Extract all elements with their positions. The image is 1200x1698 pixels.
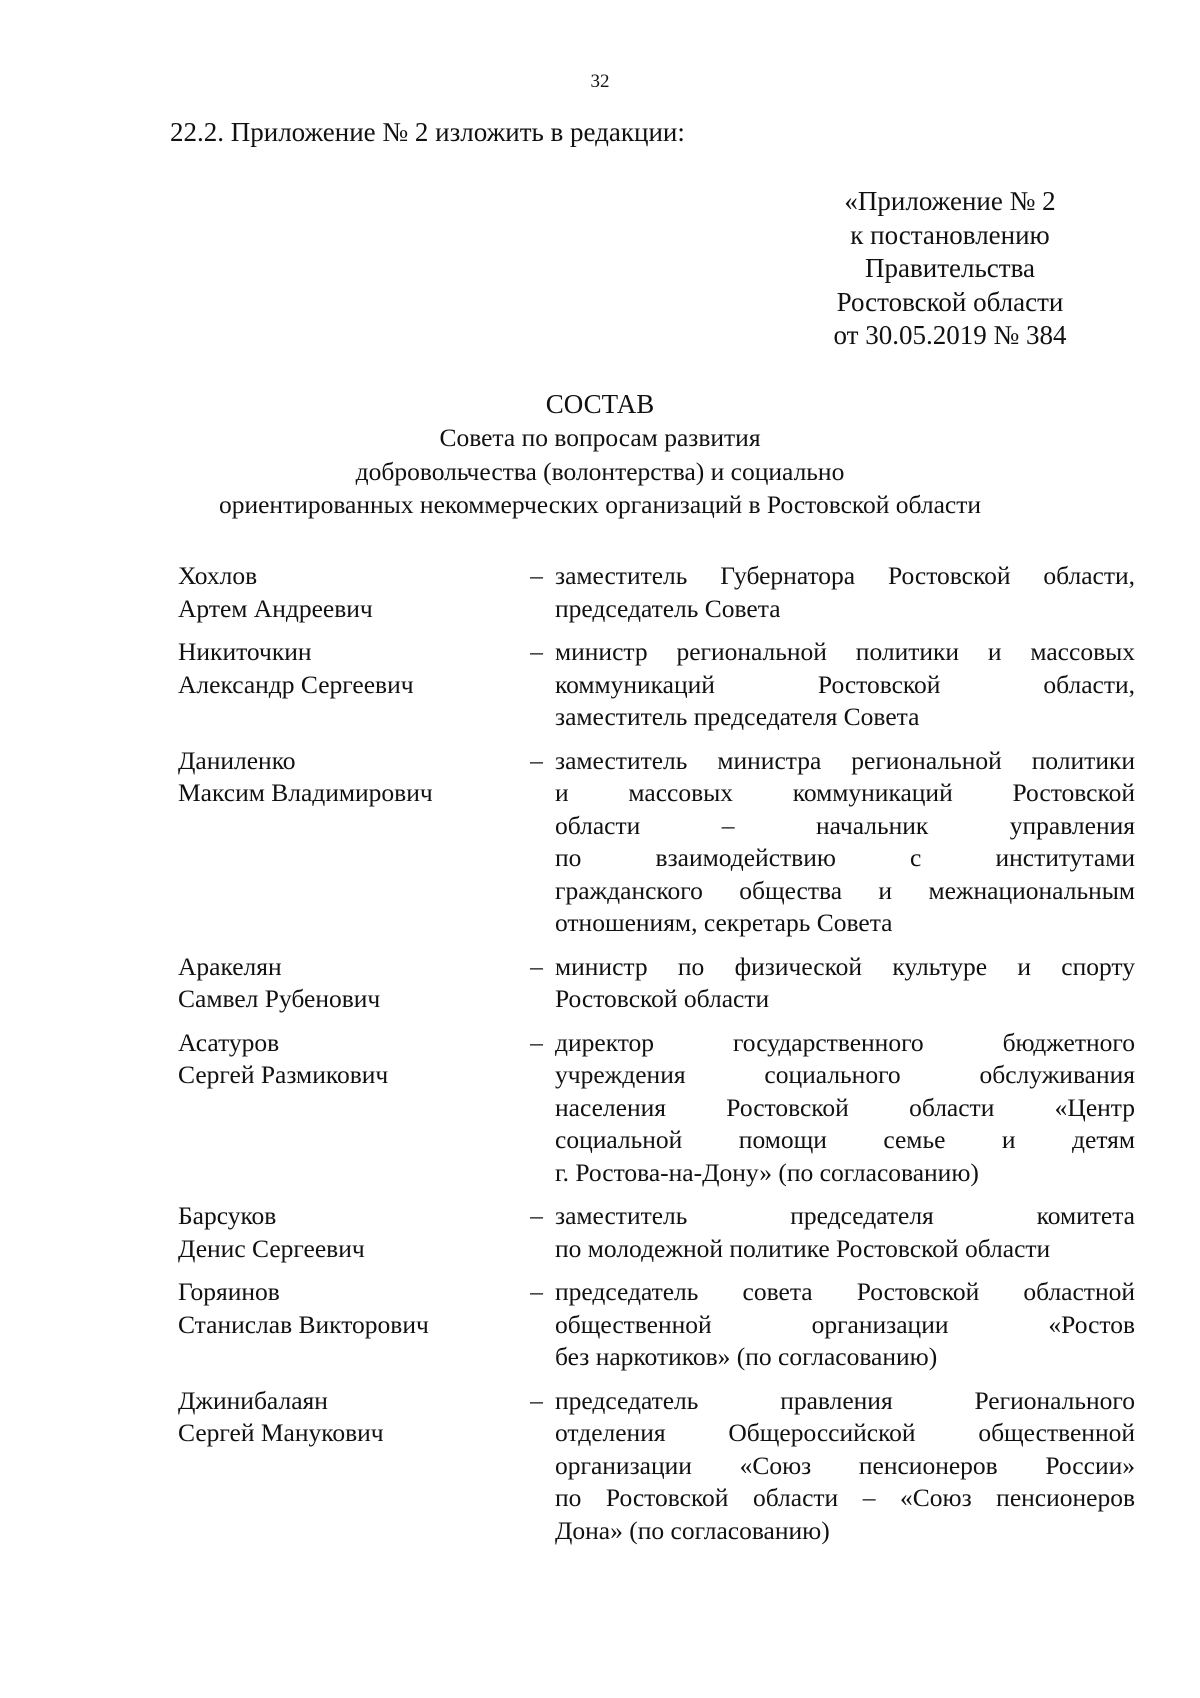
member-name <box>178 636 518 734</box>
member-role <box>555 1027 1135 1190</box>
member-given-names: Денис Сергеевич <box>178 1233 365 1263</box>
member-role <box>555 1200 1135 1265</box>
member-role-line: гражданского общества и межнациональным <box>555 875 1135 905</box>
member-entry <box>178 636 1135 734</box>
member-role <box>555 1276 1135 1374</box>
member-role <box>555 1385 1135 1548</box>
document-title <box>0 387 1200 522</box>
member-role <box>555 745 1135 940</box>
member-role-line: Дона» (по согласованию) <box>555 1515 830 1545</box>
member-dash: – <box>530 1277 543 1306</box>
appendix-line: Правительства <box>865 253 1035 283</box>
member-name <box>178 560 518 625</box>
member-role-line: председатель Совета <box>555 593 781 623</box>
member-entry <box>178 1200 1135 1265</box>
member-name <box>178 1276 518 1374</box>
member-role-line: министр по физической культуре и спорту <box>555 951 1135 981</box>
appendix-line: Ростовской области <box>836 286 1064 317</box>
member-entry <box>178 745 1135 940</box>
member-role-line: заместитель министра региональной политики <box>555 745 1135 775</box>
member-role-line: председатель правления Регионального <box>555 1385 1135 1415</box>
member-given-names: Самвел Рубенович <box>178 984 381 1013</box>
member-entry <box>178 560 1135 625</box>
member-dash: – <box>530 1385 543 1415</box>
member-surname: Даниленко <box>178 745 296 775</box>
member-surname: Аракелян <box>178 951 282 981</box>
member-role-line: министр региональной политики и массовых <box>555 637 1135 666</box>
member-name <box>178 1385 518 1548</box>
member-given-names: Сергей Размикович <box>178 1060 389 1089</box>
member-role-line: по молодежной политике Ростовской области <box>555 1233 1051 1263</box>
member-surname: Джинибалаян <box>178 1385 328 1415</box>
member-given-names: Сергей Манукович <box>178 1418 384 1447</box>
member-entry <box>178 951 1135 1016</box>
title-line: ориентированных некоммерческих организаций в Ростовской области <box>218 490 982 519</box>
member-dash: – <box>530 951 543 981</box>
member-role-line: области – начальник управления <box>555 810 1135 840</box>
member-role-line: организации «Союз пенсионеров России» <box>555 1450 1135 1480</box>
member-name <box>178 1200 518 1265</box>
appendix-line: к постановлению <box>850 219 1050 250</box>
title-line: Совета по вопросам развития <box>439 423 761 452</box>
member-surname: Асатуров <box>178 1027 280 1057</box>
member-surname: Никиточкин <box>178 637 312 666</box>
member-dash: – <box>530 637 543 666</box>
title-line: добровольчества (волонтерства) и социально <box>355 456 845 486</box>
member-role-line: по Ростовской области – «Союз пенсионеров <box>555 1483 1135 1512</box>
member-dash: – <box>530 745 543 775</box>
member-role-line: директор государственного бюджетного <box>555 1027 1135 1057</box>
member-role-line: общественной организации «Ростов <box>555 1309 1135 1339</box>
member-role-line: коммуникаций Ростовской области, <box>555 669 1135 699</box>
member-role-line: отделения Общероссийской общественной <box>555 1418 1135 1447</box>
member-dash: – <box>530 1201 543 1230</box>
member-surname: Хохлов <box>178 561 258 590</box>
member-name <box>178 745 518 940</box>
member-role-line: Ростовской области <box>555 984 770 1013</box>
member-entry <box>178 1276 1135 1374</box>
member-given-names: Станислав Викторович <box>178 1309 429 1339</box>
members-list <box>178 560 1135 1558</box>
member-dash: – <box>530 1027 543 1057</box>
member-role-line: отношениям, секретарь Совета <box>555 908 893 937</box>
member-role-line: заместитель председателя Совета <box>555 702 920 731</box>
member-name <box>178 951 518 1016</box>
member-given-names: Максим Владимирович <box>178 778 433 807</box>
member-given-names: Артем Андреевич <box>178 593 373 623</box>
member-role-line: социальной помощи семье и детям <box>555 1125 1135 1154</box>
member-surname: Горяинов <box>178 1277 280 1306</box>
member-role <box>555 951 1135 1016</box>
appendix-header <box>800 185 1100 353</box>
member-role-line: по взаимодействию с институтами <box>555 843 1135 872</box>
member-role-line: г. Ростова-на-Дону» (по согласованию) <box>555 1157 979 1187</box>
member-entry <box>178 1385 1135 1548</box>
member-entry <box>178 1027 1135 1190</box>
member-given-names: Александр Сергеевич <box>178 669 414 699</box>
member-role-line: заместитель Губернатора Ростовской области, <box>555 561 1135 590</box>
member-role-line: учреждения социального обслуживания <box>555 1060 1135 1089</box>
member-role-line: без наркотиков» (по согласованию) <box>555 1342 938 1371</box>
appendix-line: от 30.05.2019 № 384 <box>833 320 1067 350</box>
member-surname: Барсуков <box>178 1201 277 1230</box>
member-role-line: председатель совета Ростовской областной <box>555 1277 1135 1306</box>
member-role-line: населения Ростовской области «Центр <box>555 1092 1135 1122</box>
member-dash: – <box>530 561 543 590</box>
member-name <box>178 1027 518 1190</box>
member-role-line: и массовых коммуникаций Ростовской <box>555 778 1135 807</box>
intro-paragraph: 22.2. Приложение № 2 изложить в редакции: <box>170 117 685 147</box>
member-role-line: заместитель председателя комитета <box>555 1201 1135 1230</box>
member-role <box>555 636 1135 734</box>
member-role <box>555 560 1135 625</box>
title-main: СОСТАВ <box>545 389 655 419</box>
appendix-line: «Приложение № 2 <box>844 186 1056 216</box>
page-number: 32 <box>590 71 610 92</box>
